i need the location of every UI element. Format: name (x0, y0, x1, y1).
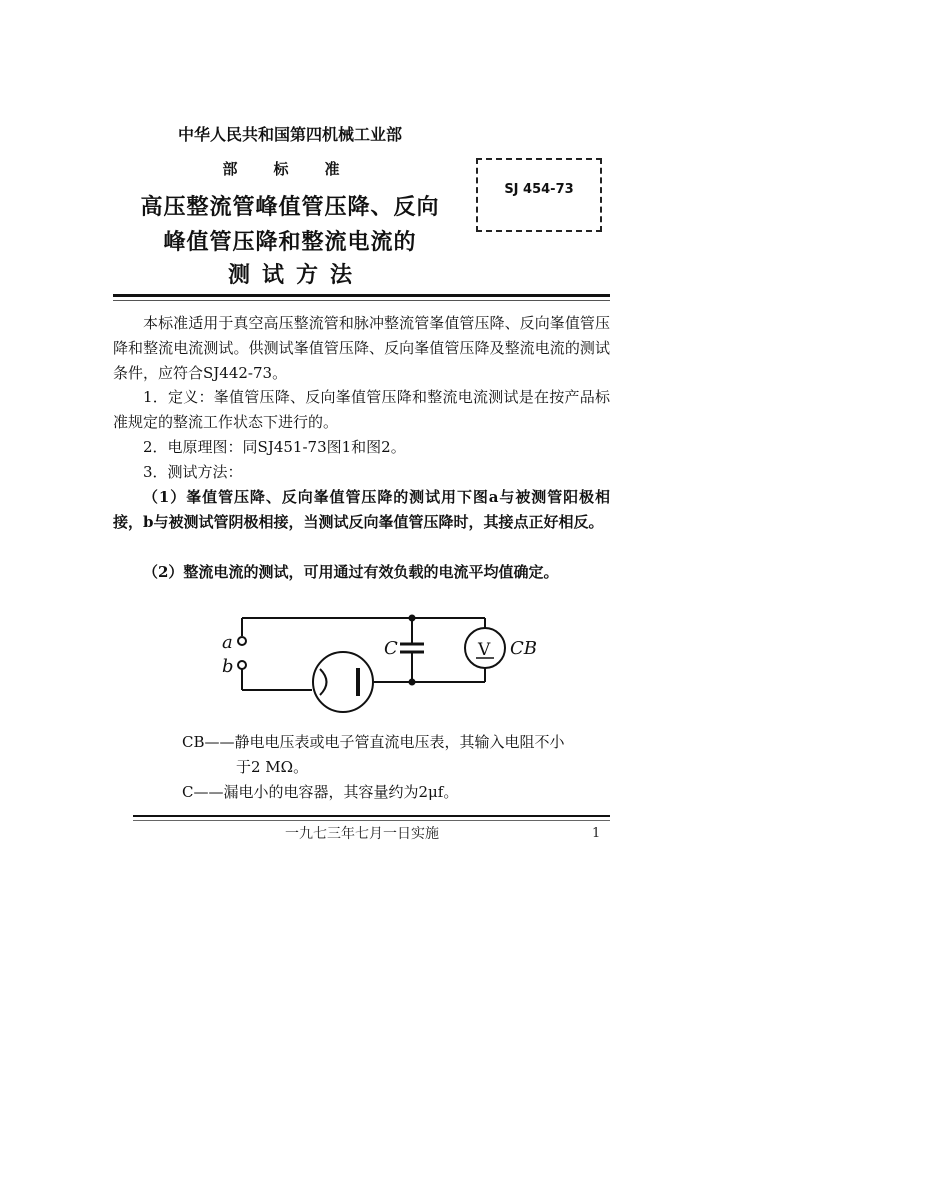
rectifier-tube-envelope (313, 652, 373, 712)
page-number: 1 (592, 826, 601, 841)
issuer-name: 中华人民共和国第四机械工业部 (177, 125, 402, 144)
terminal-a-post (238, 637, 246, 645)
terminal-b-label: b (222, 656, 234, 677)
method-item-2: （2）整流电流的测试，可用通过有效负载的电流平均值确定。 (143, 563, 559, 581)
header-divider-thin (113, 300, 610, 301)
meter-label: CB (510, 638, 537, 659)
standard-code: SJ 454-73 (504, 181, 574, 197)
definition-paragraph: 1．定义：峯值管压降、反向峯值管压降和整流电流测试是在按产品标准规定的整流工作状态下进行的。 (113, 388, 610, 431)
footer-divider (133, 815, 610, 817)
standard-category: 部标准 (222, 160, 376, 178)
legend-cb: CB——静电电压表或电子管直流电压表，其输入电阻不小 (182, 733, 565, 751)
junction-dot-top (409, 615, 416, 622)
voltmeter-symbol: V (478, 640, 491, 660)
title-line-3: 测试方法 (227, 263, 364, 288)
effective-date: 一九七三年七月一日实施 (285, 826, 439, 842)
intro-paragraph: 本标准适用于真空高压整流管和脉冲整流管峯值管压降、反向峯值管压降和整流电流测试。供测试峯值管压降、反向峯值管压降及整流电流的测试条件，应符合SJ442-73。 (113, 314, 610, 382)
terminal-a-label: a (222, 632, 233, 653)
footer-divider-thin (133, 820, 610, 821)
header-divider (113, 294, 610, 297)
title-line-1: 高压整流管峰值管压降、反向 (140, 195, 440, 220)
junction-dot-bottom (409, 679, 416, 686)
tube-anode (320, 669, 327, 695)
diagram-reference: 2．电原理图：同SJ451-73图1和图2。 (143, 438, 406, 456)
circuit-diagram (200, 596, 560, 716)
capacitor-label: C (384, 638, 398, 659)
title-line-2: 峰值管压降和整流电流的 (163, 230, 417, 255)
method-heading: 3．测试方法： (143, 463, 243, 481)
legend-c: C——漏电小的电容器，其容量约为2μf。 (182, 783, 459, 801)
standard-code-box (476, 158, 602, 232)
terminal-b-post (238, 661, 246, 669)
legend-cb-continued: 于2 MΩ。 (236, 758, 309, 776)
method-item-1: （1）峯值管压降、反向峯值管压降的测试用下图a与被测管阳极相接，b与被测试管阴极相接，当测试反向峯值管压降时，其接点正好相反。 (113, 488, 610, 531)
